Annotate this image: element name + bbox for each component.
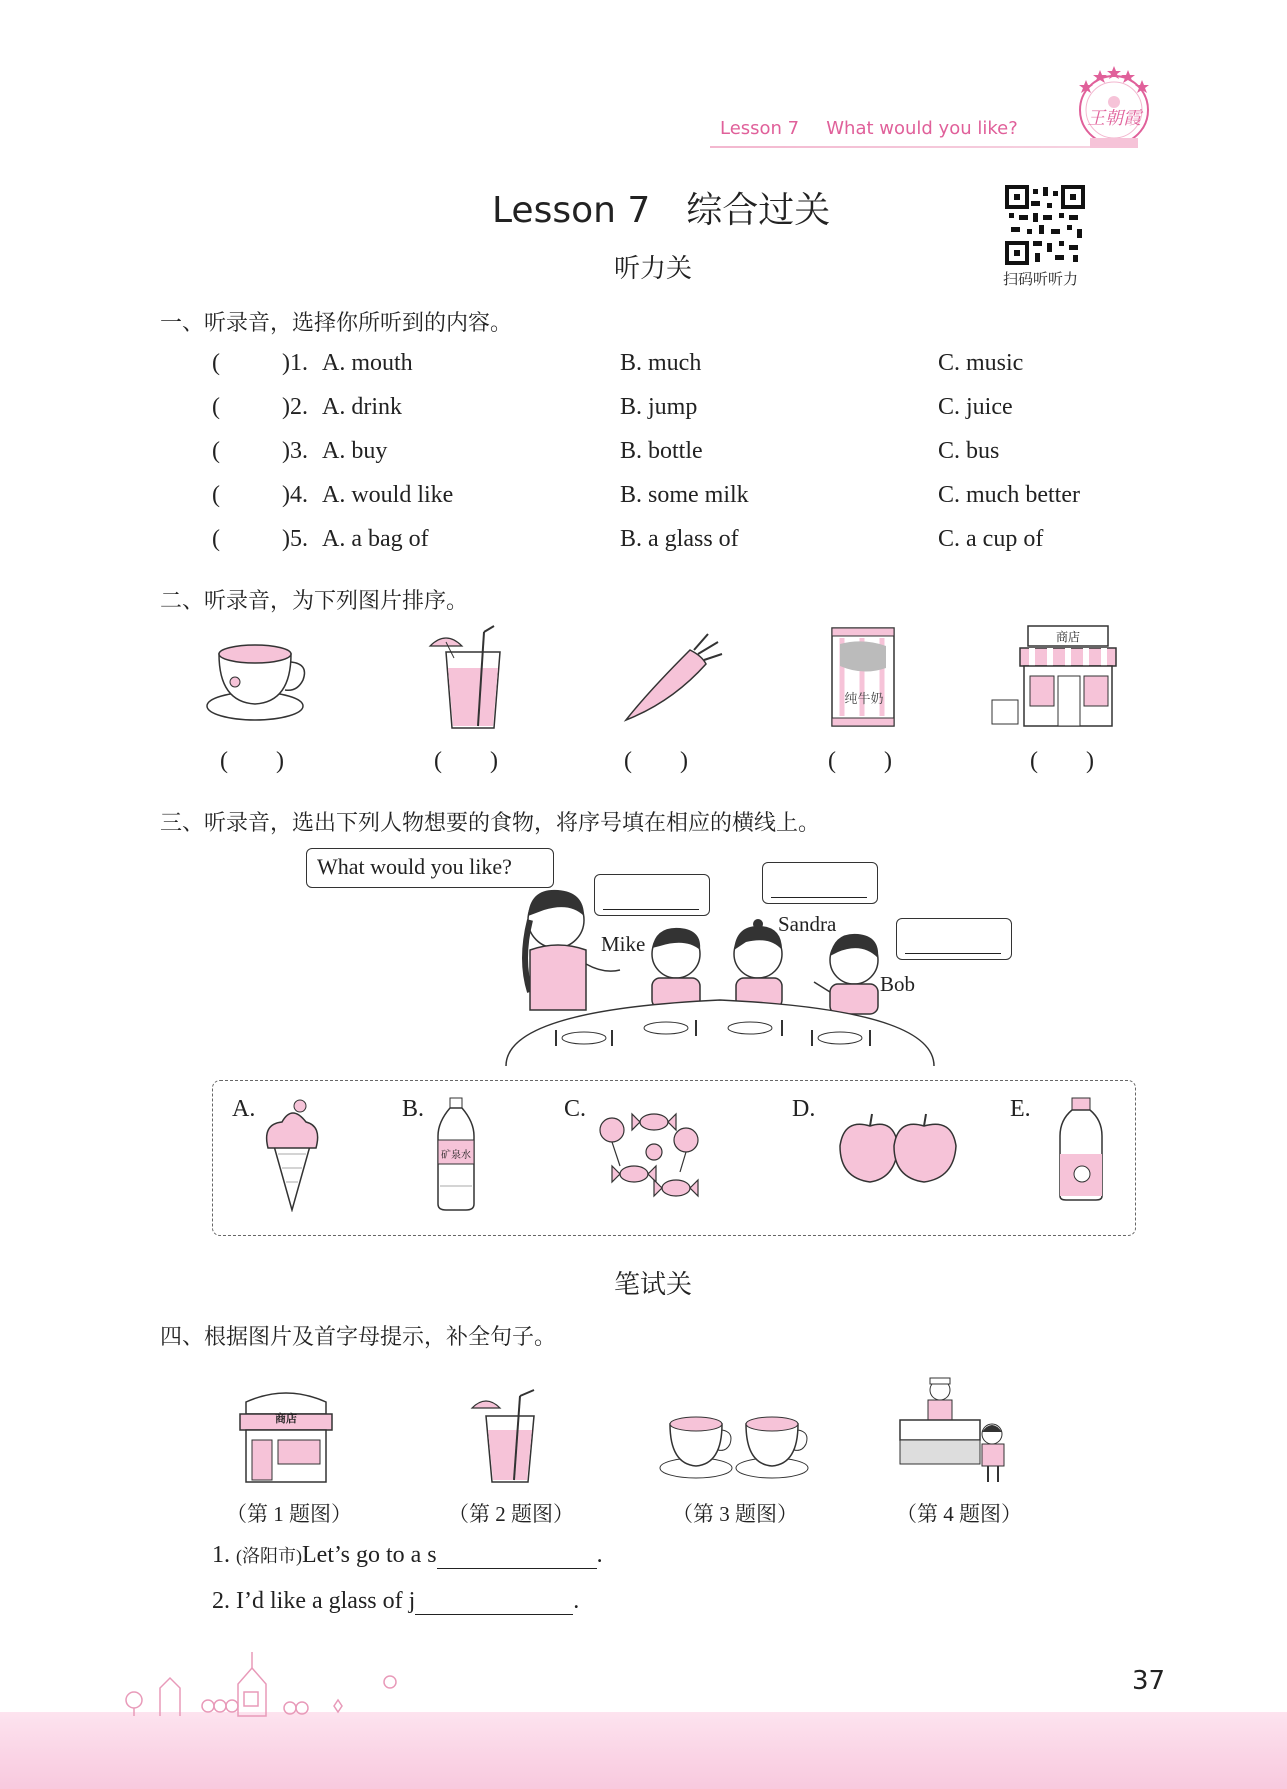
juice-glass-icon bbox=[428, 622, 518, 732]
option-b: B. some milk bbox=[620, 482, 749, 508]
item-number: )3. bbox=[282, 438, 308, 464]
q4-caption-1: （第 1 题图） bbox=[226, 1502, 352, 1526]
sentence-2-text: 2. I’d like a glass of j bbox=[212, 1588, 416, 1614]
option-a: A. mouth bbox=[322, 350, 413, 376]
carrot-icon bbox=[618, 632, 728, 726]
shop-counter-icon bbox=[896, 1376, 1016, 1486]
q2-picture-1 bbox=[205, 632, 315, 728]
running-header bbox=[720, 118, 1080, 139]
candy-icon bbox=[592, 1106, 712, 1210]
q2-answer-5[interactable]: ( ) bbox=[1030, 748, 1094, 774]
answer-bracket[interactable]: ( bbox=[212, 394, 220, 420]
option-b: B. a glass of bbox=[620, 526, 739, 552]
list-item bbox=[212, 526, 1112, 570]
q2-picture-3 bbox=[618, 632, 728, 726]
q4-caption-4: （第 4 题图） bbox=[896, 1502, 1022, 1526]
option-a: A. drink bbox=[322, 394, 402, 420]
option-c: C. juice bbox=[938, 394, 1013, 420]
shop-icon bbox=[236, 1382, 336, 1484]
name-label-sandra: Sandra bbox=[778, 912, 837, 936]
item-number: )4. bbox=[282, 482, 308, 508]
option-picture-b bbox=[434, 1096, 478, 1212]
header-rule bbox=[710, 146, 1090, 148]
q2-heading: 二、听录音，为下列图片排序。 bbox=[160, 589, 469, 614]
shop-sign: 商店 bbox=[275, 1412, 297, 1425]
name-label-bob: Bob bbox=[880, 972, 916, 996]
q2-picture-2 bbox=[428, 622, 518, 732]
page-number: 37 bbox=[1132, 1666, 1166, 1696]
shop-sign: 商店 bbox=[1055, 630, 1080, 644]
q2-answer-2[interactable]: ( ) bbox=[434, 748, 498, 774]
answer-blank-1[interactable] bbox=[437, 1542, 597, 1569]
sentence-1 bbox=[212, 1542, 603, 1569]
footer-band bbox=[0, 1712, 1287, 1789]
q4-heading: 四、根据图片及首字母提示，补全句子。 bbox=[160, 1325, 557, 1350]
milk-bag-label: 纯牛奶 bbox=[844, 692, 884, 707]
header-lesson-subtitle: What would you like? bbox=[826, 118, 1018, 139]
qr-code[interactable] bbox=[1005, 185, 1085, 265]
answer-blank-2[interactable] bbox=[415, 1588, 573, 1615]
option-c: C. music bbox=[938, 350, 1024, 376]
option-b: B. jump bbox=[620, 394, 698, 420]
apple-icon bbox=[836, 1112, 960, 1186]
q1-list bbox=[212, 350, 1112, 570]
water-bottle-label: 矿泉水 bbox=[441, 1150, 471, 1161]
two-tea-cups-icon bbox=[656, 1410, 816, 1480]
item-number: )5. bbox=[282, 526, 308, 552]
listening-section-title: 听力关 bbox=[614, 254, 693, 284]
option-c: C. bus bbox=[938, 438, 1000, 464]
milk-bag-icon bbox=[828, 624, 898, 730]
option-picture-d bbox=[836, 1112, 960, 1186]
option-a: A. buy bbox=[322, 438, 388, 464]
option-label-c: C. bbox=[564, 1096, 587, 1122]
page-title: Lesson 7 综合过关 bbox=[492, 190, 831, 231]
option-b: B. much bbox=[620, 350, 702, 376]
option-c: C. a cup of bbox=[938, 526, 1044, 552]
sentence-1-text: Let’s go to a s bbox=[302, 1542, 437, 1568]
q4-picture-1 bbox=[236, 1382, 336, 1484]
q2-picture-4 bbox=[828, 624, 898, 730]
q1-heading: 一、听录音，选择你所听到的内容。 bbox=[160, 311, 513, 336]
option-picture-c bbox=[592, 1106, 712, 1210]
footer-decoration bbox=[120, 1648, 420, 1718]
q4-picture-3 bbox=[656, 1410, 816, 1480]
option-a: A. a bag of bbox=[322, 526, 429, 552]
ice-cream-icon bbox=[262, 1094, 322, 1212]
option-label-e: E. bbox=[1010, 1096, 1031, 1122]
option-label-d: D. bbox=[792, 1096, 816, 1122]
option-label-b: B. bbox=[402, 1096, 425, 1122]
q4-picture-2 bbox=[470, 1386, 550, 1486]
item-number: )2. bbox=[282, 394, 308, 420]
juice-bottle-icon bbox=[1058, 1096, 1104, 1202]
option-picture-e bbox=[1058, 1096, 1104, 1202]
answer-bracket[interactable]: ( bbox=[212, 482, 220, 508]
sentence-1-period: . bbox=[596, 1542, 603, 1568]
qr-caption: 扫码听听力 bbox=[1003, 270, 1079, 288]
sentence-1-source-note: (洛阳市) bbox=[236, 1546, 302, 1566]
writing-section-title: 笔试关 bbox=[614, 1270, 693, 1300]
sentence-1-number: 1. bbox=[212, 1542, 236, 1568]
speech-text: What would you like? bbox=[317, 854, 512, 879]
tea-cup-icon bbox=[205, 632, 315, 728]
option-a: A. would like bbox=[322, 482, 454, 508]
q3-heading: 三、听录音，选出下列人物想要的食物，将序号填在相应的横线上。 bbox=[160, 811, 821, 836]
list-item bbox=[212, 438, 1112, 482]
answer-bracket[interactable]: ( bbox=[212, 526, 220, 552]
town-doodle-icon bbox=[120, 1648, 420, 1718]
sentence-2 bbox=[212, 1588, 579, 1615]
header-lesson-tag: Lesson 7 bbox=[720, 118, 800, 139]
q4-caption-2: （第 2 题图） bbox=[448, 1502, 574, 1526]
juice-glass-icon bbox=[470, 1386, 550, 1486]
option-label-a: A. bbox=[232, 1096, 256, 1122]
q2-answer-4[interactable]: ( ) bbox=[828, 748, 892, 774]
name-label-mike: Mike bbox=[601, 932, 646, 956]
q2-answer-1[interactable]: ( ) bbox=[220, 748, 284, 774]
qr-code-icon bbox=[1005, 185, 1085, 265]
option-c: C. much better bbox=[938, 482, 1080, 508]
brand-seal bbox=[1074, 62, 1154, 152]
option-picture-a bbox=[262, 1094, 322, 1212]
answer-bracket[interactable]: ( bbox=[212, 350, 220, 376]
brand-name: 王朝霞 bbox=[1087, 108, 1141, 129]
dining-scene bbox=[500, 880, 940, 1066]
q2-answer-3[interactable]: ( ) bbox=[624, 748, 688, 774]
option-b: B. bottle bbox=[620, 438, 703, 464]
q4-picture-4 bbox=[896, 1376, 1016, 1486]
q4-caption-3: （第 3 题图） bbox=[672, 1502, 798, 1526]
list-item bbox=[212, 394, 1112, 438]
list-item bbox=[212, 482, 1112, 526]
q2-picture-5 bbox=[990, 624, 1120, 730]
item-number: )1. bbox=[282, 350, 308, 376]
sentence-2-period: . bbox=[573, 1588, 580, 1614]
answer-bracket[interactable]: ( bbox=[212, 438, 220, 464]
list-item bbox=[212, 350, 1112, 394]
children-at-table-icon bbox=[500, 880, 940, 1066]
